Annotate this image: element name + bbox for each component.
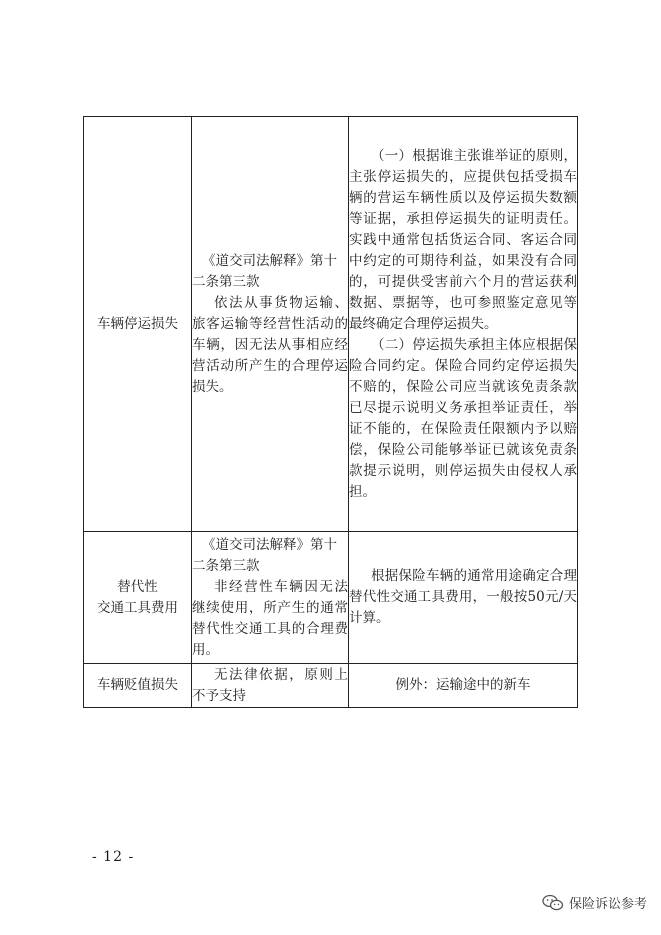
note-text: 例外：运输途中的新车 — [395, 677, 531, 693]
table-row — [84, 664, 578, 708]
note-paragraph: （二）停运损失承担主体应根据保险合同约定。保险合同约定停运损失不赔的，保险公司应当就该免责条款已尽提示说明义务承担举证责任，举证不能的，在保险责任限额内予以赔偿，保险公司能够举证已就该免责条款提示说明，则停运损失由侵权人承担。 — [349, 336, 577, 500]
note-paragraph: （一）根据谁主张谁举证的原则，主张停运损失的，应提供包括受损车辆的营运车辆性质以及停运损失数额等证据，承担停运损失的证明责任。实践中通常包括货运合同、客运合同中约定的可期待利益，如果没有合同的，可提供受害前六个月的营运获利数据、票据等，也可参照鉴定意见等最终确定合理停运损失。 — [349, 147, 577, 332]
law-text: 无法律依据，原则上不予支持 — [192, 666, 348, 704]
watermark — [542, 893, 647, 912]
page-number: - 12 - — [92, 849, 135, 865]
law-reference: 《道交司法解释》第十二条第三款 — [192, 536, 337, 574]
law-reference: 《道交司法解释》第十二条第三款 — [192, 252, 337, 290]
category-label-line: 替代性 — [117, 578, 158, 595]
note-paragraph: 根据保险车辆的通常用途确定合理替代性交通工具费用，一般按50元/天计算。 — [349, 568, 577, 626]
row-note — [349, 117, 578, 532]
document-table — [83, 116, 578, 708]
row-category — [84, 532, 192, 664]
row-note — [349, 532, 578, 664]
category-label-line: 交通工具费用 — [97, 599, 178, 616]
table-row — [84, 117, 578, 532]
row-note — [349, 664, 578, 708]
row-law — [192, 117, 349, 532]
watermark-text: 保险诉讼参考 — [568, 897, 647, 912]
wechat-icon — [542, 894, 564, 912]
law-text: 非经营性车辆因无法继续使用，所产生的通常替代性交通工具的合理费用。 — [192, 578, 348, 658]
category-label: 车辆停运损失 — [97, 315, 178, 332]
row-category — [84, 664, 192, 708]
row-law — [192, 532, 349, 664]
row-category — [84, 117, 192, 532]
category-label: 车辆贬值损失 — [97, 677, 178, 693]
table-row — [84, 532, 578, 664]
law-text: 依法从事货物运输、旅客运输等经营性活动的车辆，因无法从事相应经营活动所产生的合理停运损失。 — [192, 294, 348, 395]
row-law — [192, 664, 349, 708]
